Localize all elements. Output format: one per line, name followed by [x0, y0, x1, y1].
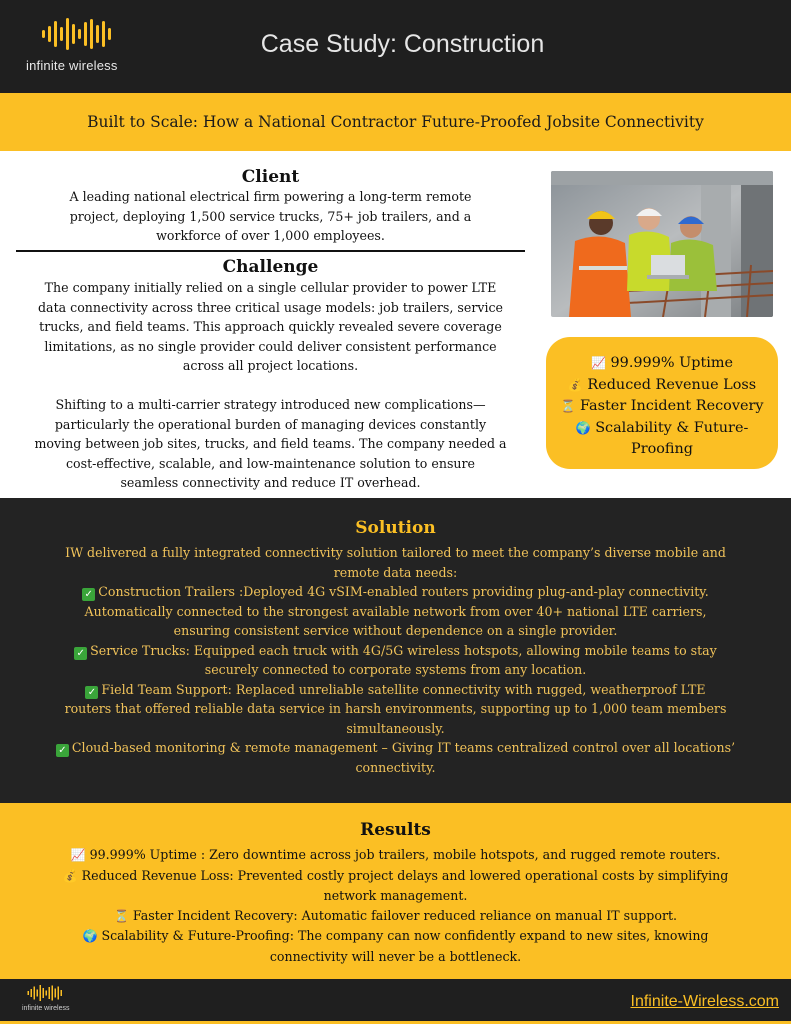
- challenge-line: seamless connectivity and reduce IT overhead.: [120, 475, 421, 490]
- money-bag-icon: 💰: [567, 377, 583, 392]
- highlight-label: Scalability & Future-: [595, 419, 749, 436]
- solution-line-text: IW delivered a fully integrated connectivity solution tailored to meet the company’s diverse mobile and: [65, 545, 726, 560]
- highlight-item: [546, 439, 778, 461]
- solution-bullet: [0, 582, 791, 602]
- result-line-text: Faster Incident Recovery: Automatic failover reduced reliance on manual IT support.: [132, 907, 678, 923]
- solution-line: [0, 621, 791, 641]
- globe-icon: 🌍: [575, 420, 591, 435]
- solution-line-text: connectivity.: [355, 759, 436, 775]
- challenge-line: moving between job sites, trucks, and field teams. The company needed a: [34, 436, 507, 451]
- result-line-text: 99.999% Uptime : Zero downtime across job trailers, mobile hotspots, and rugged remote routers.: [89, 847, 721, 862]
- client-heading: Client: [241, 167, 300, 187]
- page-header: [0, 0, 791, 93]
- result-line: [0, 906, 791, 927]
- website-link[interactable]: Infinite-Wireless.com: [630, 993, 779, 1010]
- result-line: [0, 947, 791, 967]
- solution-line-text: Service Trucks: Equipped each truck with 4G/5G wireless hotspots, allowing mobile teams to stay: [90, 642, 717, 658]
- solution-line: [0, 719, 791, 739]
- solution-line-text: ensuring consistent service without dependence on a single provider.: [173, 623, 618, 638]
- solution-line-text: routers that offered reliable data service in harsh environments, supporting up to 1,000 team members: [64, 701, 727, 716]
- solution-bullet: [0, 680, 791, 700]
- solution-line-text: remote data needs:: [333, 564, 458, 580]
- intro-section: [0, 151, 791, 498]
- globe-icon: 🌍: [82, 929, 98, 943]
- hourglass-icon: ⏳: [560, 399, 576, 413]
- client-line: A leading national electrical firm powering a long-term remote: [69, 189, 472, 204]
- solution-bullet: [0, 738, 791, 758]
- solution-line: [0, 563, 791, 583]
- page-title: Case Study: Construction: [260, 30, 545, 58]
- checkmark-icon: ✓: [85, 686, 98, 699]
- challenge-line: limitations, as no single provider could deliver consistent performance: [44, 338, 497, 354]
- solution-section: [0, 498, 791, 803]
- challenge-paragraph-1: [10, 278, 531, 376]
- challenge-heading: Challenge: [222, 257, 319, 277]
- case-study-subtitle: Built to Scale: How a National Contractor Future-Proofed Jobsite Connectivity: [87, 113, 704, 131]
- sound-wave-bars-icon: [42, 18, 112, 50]
- result-line: [0, 886, 791, 906]
- money-bag-icon: 💰: [62, 868, 78, 883]
- solution-line-text: Automatically connected to the strongest available network from over 40+ national LTE carriers,: [84, 603, 707, 619]
- highlight-label: Proofing: [631, 441, 693, 457]
- results-heading: Results: [360, 820, 431, 840]
- solution-line: [0, 758, 791, 778]
- solution-bullet: [0, 641, 791, 661]
- solution-line: [0, 602, 791, 622]
- highlights-list: [546, 353, 778, 461]
- challenge-line: across all project locations.: [182, 358, 359, 373]
- solution-line: [0, 543, 791, 563]
- client-paragraph: [16, 187, 525, 246]
- highlight-label: Reduced Revenue Loss: [587, 376, 757, 393]
- solution-line-text: simultaneously.: [346, 720, 445, 736]
- result-line-text: network management.: [323, 888, 468, 903]
- footer-brand-name: infinite wireless: [22, 1005, 70, 1012]
- solution-line: [0, 660, 791, 680]
- chart-up-icon: 📈: [70, 848, 86, 862]
- result-line-text: Scalability & Future-Proofing: The company can now confidently expand to new sites, knowing: [101, 928, 709, 943]
- highlight-item: [546, 418, 778, 440]
- hourglass-icon: ⏳: [113, 908, 129, 923]
- challenge-line: data connectivity across three critical usage models: job trailers, service: [38, 299, 503, 315]
- highlight-label: Faster Incident Recovery: [580, 398, 764, 414]
- highlight-label: 99.999% Uptime: [610, 355, 734, 371]
- challenge-line: particularly the operational burden of managing devices constantly: [54, 416, 487, 432]
- construction-workers-photo: [551, 171, 773, 317]
- challenge-line: cost-effective, scalable, and low-maintenance solution to ensure: [66, 455, 475, 471]
- footer-brand-logo: [22, 985, 82, 1019]
- challenge-paragraph-2: [10, 395, 531, 493]
- challenge-line: The company initially relied on a single cellular provider to power LTE: [44, 280, 497, 295]
- results-section: [0, 803, 791, 979]
- result-line: [0, 866, 791, 887]
- sound-wave-bars-icon: [27, 985, 63, 1001]
- solution-line-text: Field Team Support: Replaced unreliable satellite connectivity with rugged, weatherproof LTE: [101, 681, 706, 697]
- challenge-line: trucks, and field teams. This approach quickly revealed severe coverage: [39, 319, 502, 334]
- solution-line: [0, 699, 791, 719]
- client-line: project, deploying 1,500 service trucks, 75+ job trailers, and a: [69, 208, 472, 224]
- solution-line-text: Cloud-based monitoring & remote management – Giving IT teams centralized control over all locations’: [71, 740, 736, 755]
- solution-line-text: securely connected to corporate systems from any location.: [204, 662, 587, 677]
- highlights-bubble: [546, 337, 778, 469]
- subtitle-band: [0, 93, 791, 151]
- checkmark-icon: ✓: [74, 647, 87, 660]
- highlight-item: [546, 353, 778, 375]
- solution-heading: Solution: [355, 518, 436, 538]
- result-line: [0, 926, 791, 947]
- solution-text: [0, 543, 791, 777]
- photo-illustration: [551, 171, 773, 317]
- result-line-text: connectivity will never be a bottleneck.: [269, 948, 522, 964]
- result-line: [0, 845, 791, 866]
- checkmark-icon: ✓: [56, 744, 69, 757]
- brand-logo: [26, 18, 136, 78]
- page-footer: [0, 979, 791, 1024]
- results-text: [0, 845, 791, 966]
- brand-name: infinite wireless: [26, 58, 118, 73]
- solution-line-text: Construction Trailers :Deployed 4G vSIM-enabled routers providing plug-and-play connectivity.: [98, 584, 709, 599]
- result-line-text: Reduced Revenue Loss: Prevented costly project delays and lowered operational costs by simplifying: [81, 867, 729, 883]
- highlight-item: [546, 396, 778, 418]
- section-divider: [16, 250, 525, 252]
- client-line: workforce of over 1,000 employees.: [156, 228, 385, 243]
- checkmark-icon: ✓: [82, 588, 95, 601]
- chart-up-icon: 📈: [590, 356, 606, 370]
- challenge-line: Shifting to a multi-carrier strategy introduced new complications—: [55, 397, 486, 412]
- highlight-item: [546, 375, 778, 397]
